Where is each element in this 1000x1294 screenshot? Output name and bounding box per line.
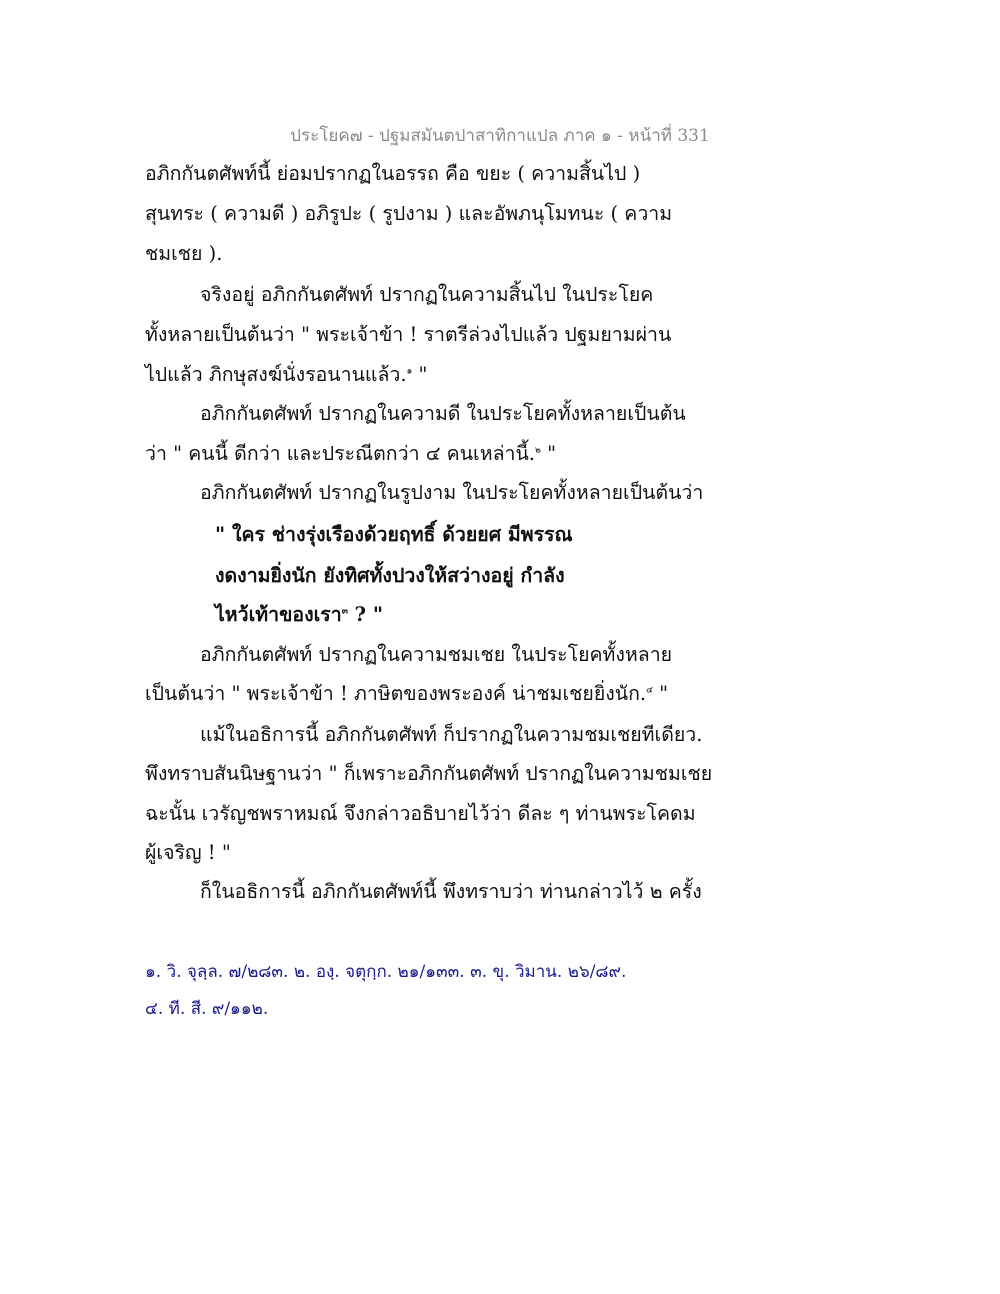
footnote-ref: ๑ xyxy=(406,366,413,377)
text-line: ก็ในอธิการนี้ อภิกกันตศัพท์นี้ พึงทราบว่า ท่านกล่าวไว้ ๒ ครั้ง xyxy=(200,880,702,903)
verse-line xyxy=(215,601,383,629)
text-line: อภิกกันตศัพท์ ปรากฏในความชมเชย ในประโยคทั้งหลาย xyxy=(200,643,673,666)
text-line xyxy=(145,440,556,468)
text-span: " xyxy=(652,682,669,705)
text-line: ชมเชย ). xyxy=(145,242,223,265)
text-span: ว่า " คนนี้ ดีกว่า และประณีตกว่า ๔ คนเหล่านี้. xyxy=(145,442,535,465)
footnote-ref: ๔ xyxy=(646,685,653,696)
text-line: อภิกกันตศัพท์ ปรากฏในรูปงาม ในประโยคทั้งหลายเป็นต้นว่า xyxy=(200,481,704,504)
text-span: ไหว้เท้าของเรา xyxy=(215,603,342,626)
text-line: พึงทราบสันนิษฐานว่า " ก็เพราะอภิกกันตศัพท์ ปรากฏในความชมเชย xyxy=(145,762,713,785)
verse-line: งดงามยิ่งนัก ยังทิศทั้งปวงให้สว่างอยู่ กำลัง xyxy=(215,564,565,587)
text-line: อภิกกันตศัพท์นี้ ย่อมปรากฏในอรรถ คือ ขยะ ( ความสิ้นไป ) xyxy=(145,162,641,185)
footnote-line: ๔. ที. สี. ๙/๑๑๒. xyxy=(145,999,269,1019)
text-line: ผู้เจริญ ! " xyxy=(145,841,231,864)
text-line: แม้ในอธิการนี้ อภิกกันตศัพท์ ก็ปรากฏในความชมเชยทีเดียว. xyxy=(200,723,703,746)
text-line xyxy=(145,680,668,708)
verse-line: " ใคร ช่างรุ่งเรืองด้วยฤทธิ์ ด้วยยศ มีพรรณ xyxy=(215,523,573,546)
text-span: " xyxy=(540,442,557,465)
text-line: จริงอยู่ อภิกกันตศัพท์ ปรากฏในความสิ้นไป ในประโยค xyxy=(200,283,654,306)
text-line: สุนทระ ( ความดี ) อภิรูปะ ( รูปงาม ) และอัพภนุโมทนะ ( ความ xyxy=(145,202,673,225)
text-span: ไปแล้ว ภิกษุสงฆ์นั่งรอนานแล้ว. xyxy=(145,363,407,386)
text-span: " xyxy=(412,363,428,386)
footnote-line: ๑. วิ. จุลฺล. ๗/๒๘๓. ๒. องฺ. จตุกฺก. ๒๑/๑๓๓. ๓. ขุ. วิมาน. ๒๖/๘๙. xyxy=(145,962,627,982)
text-line: ฉะนั้น เวรัญชพราหมณ์ จึงกล่าวอธิบายไว้ว่า ดีละ ๆ ท่านพระโคดม xyxy=(145,802,696,825)
footnote-ref: ๓ xyxy=(341,606,348,617)
text-line xyxy=(145,361,427,389)
text-line: อภิกกันตศัพท์ ปรากฏในความดี ในประโยคทั้งหลายเป็นต้น xyxy=(200,402,686,425)
text-span: เป็นต้นว่า " พระเจ้าข้า ! ภาษิตของพระองค์ น่าชมเชยยิ่งนัก. xyxy=(145,682,647,705)
text-line: ทั้งหลายเป็นต้นว่า " พระเจ้าข้า ! ราตรีล่วงไปแล้ว ปฐมยามผ่าน xyxy=(145,323,672,346)
text-span: ? " xyxy=(347,603,384,626)
page-header: ประโยค๗ - ปฐมสมันตปาสาทิกาแปล ภาค ๑ - หน้าที่ 331 xyxy=(290,126,710,146)
footnote-ref: ๒ xyxy=(535,445,541,456)
